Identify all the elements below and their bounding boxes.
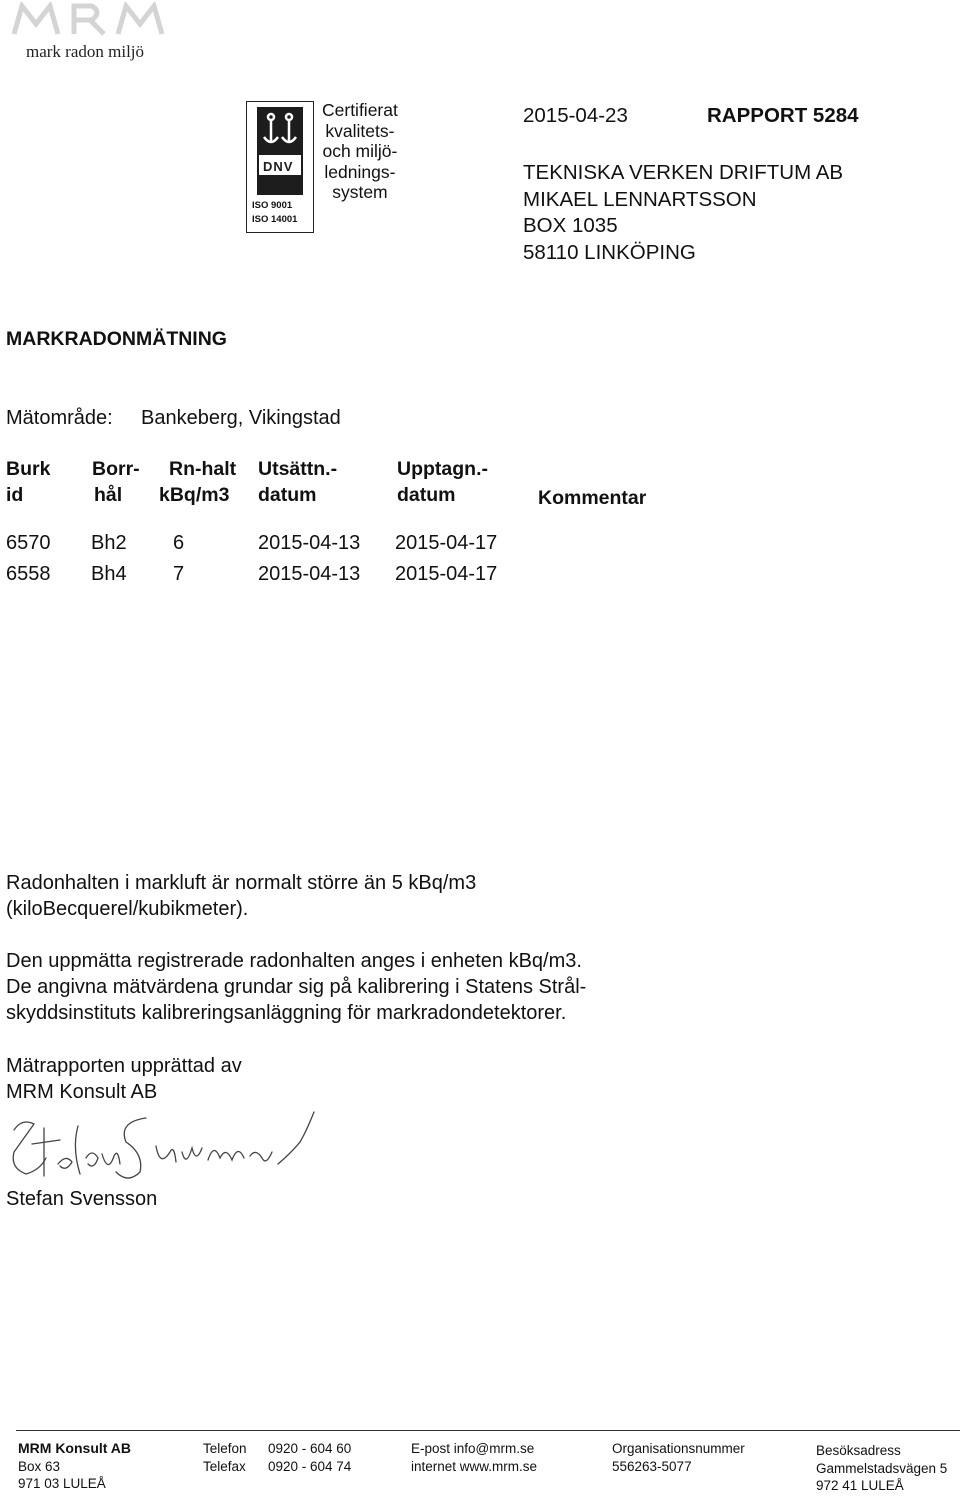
cert-line: lednings-	[324, 161, 396, 182]
col-header-upptagn-datum	[397, 456, 488, 508]
address-line: 58110 LINKÖPING	[523, 240, 696, 264]
col-header-utsattn-datum	[258, 456, 337, 508]
col-header-line: Burk	[6, 458, 51, 480]
footer-org	[612, 1440, 745, 1475]
col-header-line: kBq/m3	[159, 484, 230, 506]
cell-borrhal: Bh2	[91, 532, 127, 554]
mrm-logo	[8, 2, 178, 36]
visit-label: Besöksadress	[816, 1443, 901, 1458]
footer-company	[18, 1440, 131, 1493]
note-radon-normal	[6, 870, 476, 922]
cell-burk-id: 6558	[6, 563, 51, 585]
col-header-line: Borr-	[92, 458, 140, 480]
col-header-burk-id	[6, 456, 50, 508]
org-number-label: Organisationsnummer	[612, 1441, 745, 1456]
note-line: Den uppmätta registrerade radonhalten anges i enheten kBq/m3.	[6, 950, 582, 972]
visit-city: 972 41 LULEÅ	[816, 1478, 904, 1493]
footer-divider	[16, 1430, 960, 1431]
col-header-line: Utsättn.-	[258, 458, 338, 480]
note-line: De angivna mätvärdena grundar sig på kalibrering i Statens Strål-	[6, 976, 587, 998]
address-line: MIKAEL LENNARTSSON	[523, 187, 757, 211]
phone-number: 0920 - 604 60	[268, 1441, 352, 1456]
cell-utsattn-datum: 2015-04-13	[258, 563, 361, 585]
recipient-address	[523, 160, 843, 266]
note-line: (kiloBecquerel/kubikmeter).	[6, 898, 249, 920]
website-address[interactable]: internet www.mrm.se	[411, 1458, 538, 1474]
iso-9001: ISO 9001	[252, 200, 293, 211]
cell-rn-halt: 7	[173, 563, 185, 585]
certification-badge	[246, 101, 314, 233]
area-label: Mätområde:	[6, 407, 113, 429]
cell-burk-id: 6570	[6, 532, 51, 554]
col-header-line	[538, 456, 646, 482]
footer-company-city: 971 03 LULEÅ	[18, 1476, 106, 1491]
visit-street: Gammelstadsvägen 5	[816, 1460, 948, 1476]
fax-label: Telefax	[203, 1458, 246, 1474]
dnv-mark: DNV	[263, 159, 294, 174]
col-header-line: Rn-halt	[169, 458, 237, 480]
note-line: Radonhalten i markluft är normalt större än 5 kBq/m3	[6, 872, 477, 894]
report-number: RAPPORT 5284	[707, 104, 859, 127]
certification-text	[322, 100, 398, 203]
col-header-line: id	[6, 484, 24, 506]
col-header-line: datum	[397, 484, 456, 506]
cert-line: Certifierat	[322, 100, 398, 120]
cell-rn-halt: 6	[173, 532, 185, 554]
email-address[interactable]: E-post info@mrm.se	[411, 1441, 535, 1456]
cell-upptagn-datum: 2015-04-17	[395, 563, 498, 585]
footer-visit	[816, 1442, 947, 1495]
fax-number: 0920 - 604 74	[268, 1458, 352, 1474]
phone-label: Telefon	[203, 1441, 247, 1456]
col-header-line: datum	[258, 484, 317, 506]
iso-14001: ISO 14001	[252, 214, 298, 225]
note-line: MRM Konsult AB	[6, 1081, 158, 1103]
col-header-kommentar	[538, 456, 646, 511]
footer-phone-values	[268, 1440, 351, 1475]
footer-contact	[411, 1440, 537, 1475]
cert-line: och miljö-	[322, 141, 398, 161]
footer-company-box: Box 63	[18, 1458, 61, 1474]
report-date: 2015-04-23	[523, 104, 628, 127]
note-line: skyddsinstituts kalibreringsanläggning för markradondetektorer.	[6, 1002, 567, 1024]
footer-phone-labels	[203, 1440, 247, 1475]
handwritten-signature	[0, 1108, 330, 1198]
cell-borrhal: Bh4	[91, 563, 127, 585]
report-heading: MARKRADONMÄTNING	[6, 328, 227, 350]
anchor-icon	[257, 107, 303, 195]
dnv-logo	[257, 107, 303, 195]
area-value: Bankeberg, Vikingstad	[141, 407, 341, 429]
company-tagline: mark radon miljö	[26, 42, 145, 61]
cert-line: kvalitets-	[325, 120, 395, 141]
address-line: BOX 1035	[523, 214, 618, 237]
col-header-line: Kommentar	[538, 487, 647, 509]
org-number: 556263-5077	[612, 1458, 692, 1474]
col-header-borrhal	[92, 456, 140, 508]
signer-name: Stefan Svensson	[6, 1188, 158, 1210]
address-line: TEKNISKA VERKEN DRIFTUM AB	[523, 161, 844, 184]
cell-upptagn-datum: 2015-04-17	[395, 532, 498, 554]
col-header-line: Upptagn.-	[397, 458, 488, 480]
col-header-line: hål	[94, 484, 123, 506]
footer-company-name: MRM Konsult AB	[18, 1440, 132, 1456]
cert-line: system	[332, 182, 388, 202]
col-header-rn-halt	[159, 456, 236, 508]
note-line: Mätrapporten upprättad av	[6, 1055, 242, 1077]
note-prepared-by	[6, 1053, 242, 1105]
cell-utsattn-datum: 2015-04-13	[258, 532, 361, 554]
note-calibration	[6, 948, 586, 1026]
